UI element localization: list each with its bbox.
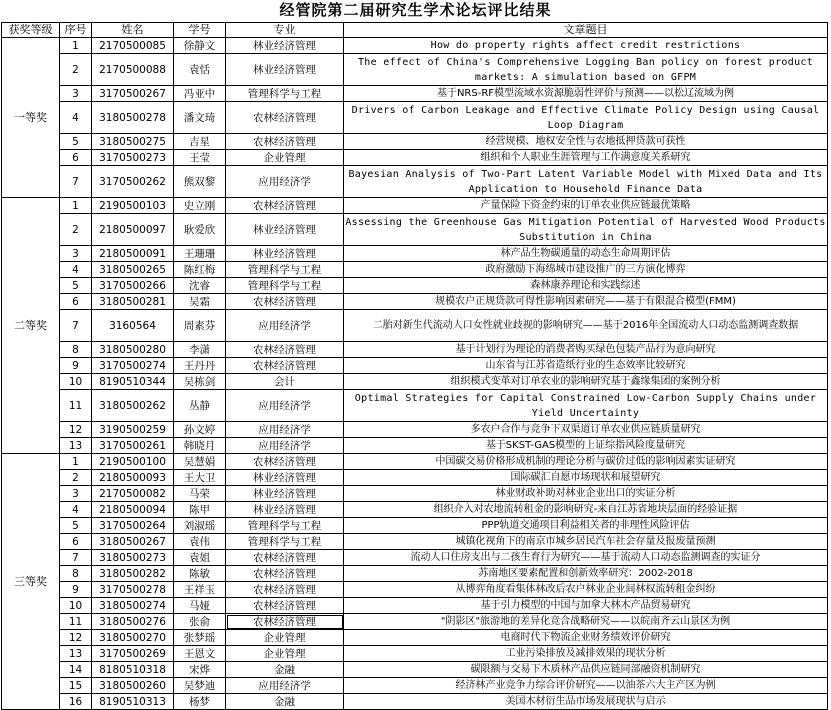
paper-title-cell[interactable]: "阴影区"旅游地的差异化竞合战略研究——以皖南齐云山景区为例 bbox=[344, 614, 828, 630]
table-body bbox=[2, 38, 828, 710]
table-row bbox=[2, 630, 828, 646]
paper-title-cell[interactable]: How do property rights affect credit restrictions bbox=[344, 38, 828, 54]
major-cell[interactable]: 农林经济管理 bbox=[226, 454, 344, 470]
seq-cell[interactable]: 4 bbox=[60, 262, 92, 278]
seq-cell[interactable]: 11 bbox=[60, 390, 92, 422]
table-row bbox=[2, 54, 828, 86]
seq-cell[interactable]: 6 bbox=[60, 150, 92, 166]
student-id-cell[interactable]: 3170500261 bbox=[92, 438, 174, 454]
paper-title-cell[interactable]: 林产品生物碳通量的动态生命周期评估 bbox=[344, 246, 828, 262]
seq-cell[interactable]: 1 bbox=[60, 454, 92, 470]
name-cell[interactable]: 史立刚 bbox=[174, 198, 226, 214]
seq-cell[interactable]: 2 bbox=[60, 54, 92, 86]
student-id-cell[interactable]: 2190500103 bbox=[92, 198, 174, 214]
student-id-cell[interactable]: 3170500264 bbox=[92, 518, 174, 534]
major-cell[interactable]: 金融 bbox=[226, 662, 344, 678]
major-cell[interactable]: 应用经济学 bbox=[226, 678, 344, 694]
major-cell[interactable]: 农林经济管理 bbox=[226, 598, 344, 614]
paper-title-cell[interactable]: 政府激励下海绵城市建设推广的三方演化博弈 bbox=[344, 262, 828, 278]
seq-cell[interactable]: 5 bbox=[60, 518, 92, 534]
name-cell[interactable]: 周素芬 bbox=[174, 310, 226, 342]
paper-title-cell[interactable]: 城镇化视角下的南京市城乡居民汽车社会存量及报废量预测 bbox=[344, 534, 828, 550]
student-id-cell[interactable]: 3180500274 bbox=[92, 598, 174, 614]
paper-title-cell[interactable]: 产量保险下资金约束的订单农业供应链最优策略 bbox=[344, 198, 828, 214]
major-cell[interactable]: 农林经济管理 bbox=[226, 614, 344, 630]
major-cell[interactable]: 农林经济管理 bbox=[226, 342, 344, 358]
name-cell[interactable]: 马娅 bbox=[174, 598, 226, 614]
seq-cell[interactable]: 3 bbox=[60, 246, 92, 262]
major-cell[interactable]: 农林经济管理 bbox=[226, 566, 344, 582]
name-cell[interactable]: 耿爱欣 bbox=[174, 214, 226, 246]
seq-cell[interactable]: 14 bbox=[60, 662, 92, 678]
paper-title-cell[interactable]: 经济林产业竞争力综合评价研究——以油茶六大主产区为例 bbox=[344, 678, 828, 694]
seq-cell[interactable]: 10 bbox=[60, 374, 92, 390]
table-row bbox=[2, 422, 828, 438]
name-cell[interactable]: 吴霜 bbox=[174, 294, 226, 310]
student-id-cell[interactable]: 2190500100 bbox=[92, 454, 174, 470]
name-cell[interactable]: 徐静文 bbox=[174, 38, 226, 54]
paper-title-cell[interactable]: PPP轨道交通项目利益相关者的非理性风险评估 bbox=[344, 518, 828, 534]
header-major: 专业 bbox=[226, 23, 344, 38]
student-id-cell[interactable]: 2180500093 bbox=[92, 470, 174, 486]
name-cell[interactable]: 吴梦迪 bbox=[174, 678, 226, 694]
seq-cell[interactable]: 16 bbox=[60, 694, 92, 710]
paper-title-cell[interactable]: 电商时代下物流企业财务绩效评价研究 bbox=[344, 630, 828, 646]
major-cell[interactable]: 农林经济管理 bbox=[226, 102, 344, 134]
name-cell[interactable]: 王莹 bbox=[174, 150, 226, 166]
student-id-cell[interactable]: 3170500273 bbox=[92, 150, 174, 166]
paper-title-cell[interactable]: 森林康养理论和实践综述 bbox=[344, 278, 828, 294]
name-cell[interactable]: 吉星 bbox=[174, 134, 226, 150]
seq-cell[interactable]: 8 bbox=[60, 566, 92, 582]
seq-cell[interactable]: 9 bbox=[60, 582, 92, 598]
table-row bbox=[2, 374, 828, 390]
major-cell[interactable]: 林业经济管理 bbox=[226, 54, 344, 86]
name-cell[interactable]: 袁伟 bbox=[174, 534, 226, 550]
paper-title-cell[interactable]: 经营规模、地权安全性与农地抵押贷款可获性 bbox=[344, 134, 828, 150]
student-id-cell[interactable]: 3180500260 bbox=[92, 678, 174, 694]
table-row bbox=[2, 150, 828, 166]
name-cell[interactable]: 王丹丹 bbox=[174, 358, 226, 374]
paper-title-cell[interactable]: Assessing the Greenhouse Gas Mitigation Potential of Harvested Wood Products Substitution in China bbox=[344, 214, 828, 246]
table-row bbox=[2, 438, 828, 454]
name-cell[interactable]: 王恩文 bbox=[174, 646, 226, 662]
name-cell[interactable]: 吴栋剑 bbox=[174, 374, 226, 390]
student-id-cell[interactable]: 3160564 bbox=[92, 310, 174, 342]
grade-cell: 一等奖 bbox=[2, 38, 60, 198]
name-cell[interactable]: 熊双黎 bbox=[174, 166, 226, 198]
student-id-cell[interactable]: 8190510344 bbox=[92, 374, 174, 390]
seq-cell[interactable]: 2 bbox=[60, 214, 92, 246]
student-id-cell[interactable]: 3180500262 bbox=[92, 390, 174, 422]
student-id-cell[interactable]: 3170500266 bbox=[92, 278, 174, 294]
paper-title-cell[interactable]: 基于引力模型的中国与加拿大林木产品贸易研究 bbox=[344, 598, 828, 614]
table-row bbox=[2, 470, 828, 486]
table-row bbox=[2, 86, 828, 102]
table-row bbox=[2, 262, 828, 278]
name-cell[interactable]: 袁恬 bbox=[174, 54, 226, 86]
paper-title-cell[interactable]: 二胎对新生代流动人口女性就业歧视的影响研究——基于2016年全国流动人口动态监测调查数据 bbox=[344, 310, 828, 342]
student-id-cell[interactable]: 3180500280 bbox=[92, 342, 174, 358]
name-cell[interactable]: 马荣 bbox=[174, 486, 226, 502]
major-cell[interactable]: 林业经济管理 bbox=[226, 246, 344, 262]
student-id-cell[interactable]: 3180500281 bbox=[92, 294, 174, 310]
seq-cell[interactable]: 6 bbox=[60, 534, 92, 550]
seq-cell[interactable]: 1 bbox=[60, 198, 92, 214]
seq-cell[interactable]: 7 bbox=[60, 166, 92, 198]
student-id-cell[interactable]: 8190510313 bbox=[92, 694, 174, 710]
major-cell[interactable]: 林业经济管理 bbox=[226, 486, 344, 502]
major-cell[interactable]: 管理科学与工程 bbox=[226, 534, 344, 550]
table-row bbox=[2, 134, 828, 150]
table-row bbox=[2, 486, 828, 502]
grade-cell: 二等奖 bbox=[2, 198, 60, 454]
student-id-cell[interactable]: 3180500267 bbox=[92, 534, 174, 550]
seq-cell[interactable]: 3 bbox=[60, 86, 92, 102]
table-row bbox=[2, 342, 828, 358]
paper-title-cell[interactable]: 林业财政补助对林业企业出口的实证分析 bbox=[344, 486, 828, 502]
major-cell[interactable]: 金融 bbox=[226, 694, 344, 710]
table-row bbox=[2, 598, 828, 614]
table-row bbox=[2, 614, 828, 630]
header-grade: 获奖等级 bbox=[2, 23, 60, 38]
paper-title-cell[interactable]: 碳限额与交易下木质林产品供应链同部融资机制研究 bbox=[344, 662, 828, 678]
table-row bbox=[2, 278, 828, 294]
seq-cell[interactable]: 3 bbox=[60, 486, 92, 502]
major-cell[interactable]: 管理科学与工程 bbox=[226, 86, 344, 102]
seq-cell[interactable]: 10 bbox=[60, 598, 92, 614]
student-id-cell[interactable]: 3180500270 bbox=[92, 630, 174, 646]
name-cell[interactable]: 陈红梅 bbox=[174, 262, 226, 278]
student-id-cell[interactable]: 2180500091 bbox=[92, 246, 174, 262]
seq-cell[interactable]: 6 bbox=[60, 294, 92, 310]
table-row bbox=[2, 310, 828, 342]
seq-cell[interactable]: 12 bbox=[60, 422, 92, 438]
major-cell[interactable]: 企业管理 bbox=[226, 630, 344, 646]
table-row bbox=[2, 694, 828, 710]
major-cell[interactable]: 应用经济学 bbox=[226, 166, 344, 198]
seq-cell[interactable]: 11 bbox=[60, 614, 92, 630]
paper-title-cell[interactable]: 组织和个人职业生涯管理与工作满意度关系研究 bbox=[344, 150, 828, 166]
page-title: 经管院第二届研究生学术论坛评比结果 bbox=[279, 1, 552, 19]
seq-cell[interactable]: 15 bbox=[60, 678, 92, 694]
table-row bbox=[2, 566, 828, 582]
student-id-cell[interactable]: 3180500275 bbox=[92, 134, 174, 150]
name-cell[interactable]: 宋烨 bbox=[174, 662, 226, 678]
table-row bbox=[2, 166, 828, 198]
major-cell[interactable]: 农林经济管理 bbox=[226, 134, 344, 150]
paper-title-cell[interactable]: 工业污染排放及减排效果的现状分析 bbox=[344, 646, 828, 662]
paper-title-cell[interactable]: Drivers of Carbon Leakage and Effective Climate Policy Design using Causal Loop Diagram bbox=[344, 102, 828, 134]
name-cell[interactable]: 袁姐 bbox=[174, 550, 226, 566]
major-cell[interactable]: 农林经济管理 bbox=[226, 198, 344, 214]
major-cell[interactable]: 农林经济管理 bbox=[226, 358, 344, 374]
student-id-cell[interactable]: 3170500262 bbox=[92, 166, 174, 198]
name-cell[interactable]: 王祥玉 bbox=[174, 582, 226, 598]
paper-title-cell[interactable]: 国际碳汇自愿市场现状和展望研究 bbox=[344, 470, 828, 486]
name-cell[interactable]: 沈睿 bbox=[174, 278, 226, 294]
student-id-cell[interactable]: 2180500094 bbox=[92, 502, 174, 518]
major-cell[interactable]: 林业经济管理 bbox=[226, 502, 344, 518]
seq-cell[interactable]: 1 bbox=[60, 38, 92, 54]
name-cell[interactable]: 孙文婷 bbox=[174, 422, 226, 438]
name-cell[interactable]: 李潇 bbox=[174, 342, 226, 358]
major-cell[interactable]: 林业经济管理 bbox=[226, 214, 344, 246]
seq-cell[interactable]: 13 bbox=[60, 646, 92, 662]
student-id-cell[interactable]: 3170500269 bbox=[92, 646, 174, 662]
name-cell[interactable]: 丛静 bbox=[174, 390, 226, 422]
student-id-cell[interactable]: 3170500274 bbox=[92, 358, 174, 374]
table-row bbox=[2, 678, 828, 694]
student-id-cell[interactable]: 8180510318 bbox=[92, 662, 174, 678]
name-cell[interactable]: 张梦瑶 bbox=[174, 630, 226, 646]
paper-title-cell[interactable]: 中国碳交易价格形成机制的理论分析与碳价过低的影响因素实证研究 bbox=[344, 454, 828, 470]
name-cell[interactable]: 吴慧娟 bbox=[174, 454, 226, 470]
major-cell[interactable]: 管理科学与工程 bbox=[226, 278, 344, 294]
name-cell[interactable]: 杨梦 bbox=[174, 694, 226, 710]
student-id-cell[interactable]: 3190500259 bbox=[92, 422, 174, 438]
major-cell[interactable]: 农林经济管理 bbox=[226, 550, 344, 566]
table-row bbox=[2, 38, 828, 54]
table-row bbox=[2, 294, 828, 310]
name-cell[interactable]: 王珊珊 bbox=[174, 246, 226, 262]
seq-cell[interactable]: 2 bbox=[60, 470, 92, 486]
major-cell[interactable]: 企业管理 bbox=[226, 646, 344, 662]
table-row bbox=[2, 550, 828, 566]
table-row bbox=[2, 454, 828, 470]
table-row bbox=[2, 518, 828, 534]
student-id-cell[interactable]: 3170500267 bbox=[92, 86, 174, 102]
table-row bbox=[2, 534, 828, 550]
paper-title-cell[interactable]: 组织介入对农地流转租金的影响研究-来自江苏省地块层面的经验证据 bbox=[344, 502, 828, 518]
header-row bbox=[2, 23, 828, 38]
paper-title-cell[interactable]: Optimal Strategies for Capital Constrained Low-Carbon Supply Chains under Yield Uncertainty bbox=[344, 390, 828, 422]
name-cell[interactable]: 张俞 bbox=[174, 614, 226, 630]
paper-title-cell[interactable]: 苏南地区要素配置和创新效率研究：2002-2018 bbox=[344, 566, 828, 582]
seq-cell[interactable]: 13 bbox=[60, 438, 92, 454]
seq-cell[interactable]: 12 bbox=[60, 630, 92, 646]
grade-cell: 三等奖 bbox=[2, 454, 60, 710]
seq-cell[interactable]: 7 bbox=[60, 550, 92, 566]
seq-cell[interactable]: 5 bbox=[60, 134, 92, 150]
major-cell[interactable]: 林业经济管理 bbox=[226, 38, 344, 54]
name-cell[interactable]: 冯亚中 bbox=[174, 86, 226, 102]
table-row bbox=[2, 214, 828, 246]
header-student-id: 学号 bbox=[174, 23, 226, 38]
student-id-cell[interactable]: 2180500097 bbox=[92, 214, 174, 246]
paper-title-cell[interactable]: 基于NRS-RF模型流域水资源脆弱性评价与预测——以松辽流域为例 bbox=[344, 86, 828, 102]
table-row bbox=[2, 358, 828, 374]
major-cell[interactable]: 应用经济学 bbox=[226, 438, 344, 454]
major-cell[interactable]: 应用经济学 bbox=[226, 390, 344, 422]
table-row bbox=[2, 502, 828, 518]
header-seq: 序号 bbox=[60, 23, 92, 38]
seq-cell[interactable]: 5 bbox=[60, 278, 92, 294]
name-cell[interactable]: 韩晓月 bbox=[174, 438, 226, 454]
results-table bbox=[1, 22, 828, 710]
major-cell[interactable]: 企业管理 bbox=[226, 150, 344, 166]
student-id-cell[interactable]: 3180500273 bbox=[92, 550, 174, 566]
major-cell[interactable]: 应用经济学 bbox=[226, 422, 344, 438]
seq-cell[interactable]: 8 bbox=[60, 342, 92, 358]
student-id-cell[interactable]: 2170500082 bbox=[92, 486, 174, 502]
table-row bbox=[2, 246, 828, 262]
major-cell[interactable]: 农林经济管理 bbox=[226, 582, 344, 598]
header-name: 姓名 bbox=[92, 23, 174, 38]
paper-title-cell[interactable]: 组织模式变革对订单农业的影响研究基于鑫缘集团的案例分析 bbox=[344, 374, 828, 390]
paper-title-cell[interactable]: The effect of China's Comprehensive Logging Ban policy on forest product markets: A simulation based on GFPM bbox=[344, 54, 828, 86]
header-paper-title: 文章题目 bbox=[344, 23, 828, 38]
table-row bbox=[2, 390, 828, 422]
paper-title-cell[interactable]: 基于计划行为理论的消费者购买绿色包装产品行为意向研究 bbox=[344, 342, 828, 358]
paper-title-cell[interactable]: 山东省与江苏省造纸行业的生态效率比较研究 bbox=[344, 358, 828, 374]
paper-title-cell[interactable]: 从博弈角度看集体林改后农户林业企业间林权流转租金纠纷 bbox=[344, 582, 828, 598]
student-id-cell[interactable]: 3180500276 bbox=[92, 614, 174, 630]
student-id-cell[interactable]: 3170500278 bbox=[92, 582, 174, 598]
name-cell[interactable]: 刘淑瑶 bbox=[174, 518, 226, 534]
table-row bbox=[2, 662, 828, 678]
name-cell[interactable]: 陈甲 bbox=[174, 502, 226, 518]
paper-title-cell[interactable]: 美国木材衍生品市场发展现状与启示 bbox=[344, 694, 828, 710]
paper-title-cell[interactable]: 基于SKST-GAS模型的上证综指风险度量研究 bbox=[344, 438, 828, 454]
name-cell[interactable]: 潘文琦 bbox=[174, 102, 226, 134]
seq-cell[interactable]: 9 bbox=[60, 358, 92, 374]
table-row bbox=[2, 582, 828, 598]
table-row bbox=[2, 102, 828, 134]
major-cell[interactable]: 管理科学与工程 bbox=[226, 262, 344, 278]
student-id-cell[interactable]: 3180500278 bbox=[92, 102, 174, 134]
paper-title-cell[interactable]: 流动人口住房支出与二孩生育行为研究——基于流动人口动态监测调查的实证分 bbox=[344, 550, 828, 566]
table-row bbox=[2, 198, 828, 214]
major-cell[interactable]: 应用经济学 bbox=[226, 310, 344, 342]
paper-title-cell[interactable]: Bayesian Analysis of Two-Part Latent Variable Model with Mixed Data and Its Application to Household Finance Data bbox=[344, 166, 828, 198]
student-id-cell[interactable]: 3180500265 bbox=[92, 262, 174, 278]
student-id-cell[interactable]: 3180500282 bbox=[92, 566, 174, 582]
paper-title-cell[interactable]: 规模农户正规贷款可得性影响因素研究——基于有限混合模型(FMM) bbox=[344, 294, 828, 310]
major-cell[interactable]: 管理科学与工程 bbox=[226, 518, 344, 534]
student-id-cell[interactable]: 2170500088 bbox=[92, 54, 174, 86]
seq-cell[interactable]: 4 bbox=[60, 102, 92, 134]
major-cell[interactable]: 林业经济管理 bbox=[226, 470, 344, 486]
seq-cell[interactable]: 4 bbox=[60, 502, 92, 518]
major-cell[interactable]: 农林经济管理 bbox=[226, 294, 344, 310]
paper-title-cell[interactable]: 多农户合作与竞争下双渠道订单农业供应链质量研究 bbox=[344, 422, 828, 438]
student-id-cell[interactable]: 2170500085 bbox=[92, 38, 174, 54]
table-row bbox=[2, 646, 828, 662]
major-cell[interactable]: 会计 bbox=[226, 374, 344, 390]
seq-cell[interactable]: 7 bbox=[60, 310, 92, 342]
name-cell[interactable]: 陈敏 bbox=[174, 566, 226, 582]
name-cell[interactable]: 王大卫 bbox=[174, 470, 226, 486]
